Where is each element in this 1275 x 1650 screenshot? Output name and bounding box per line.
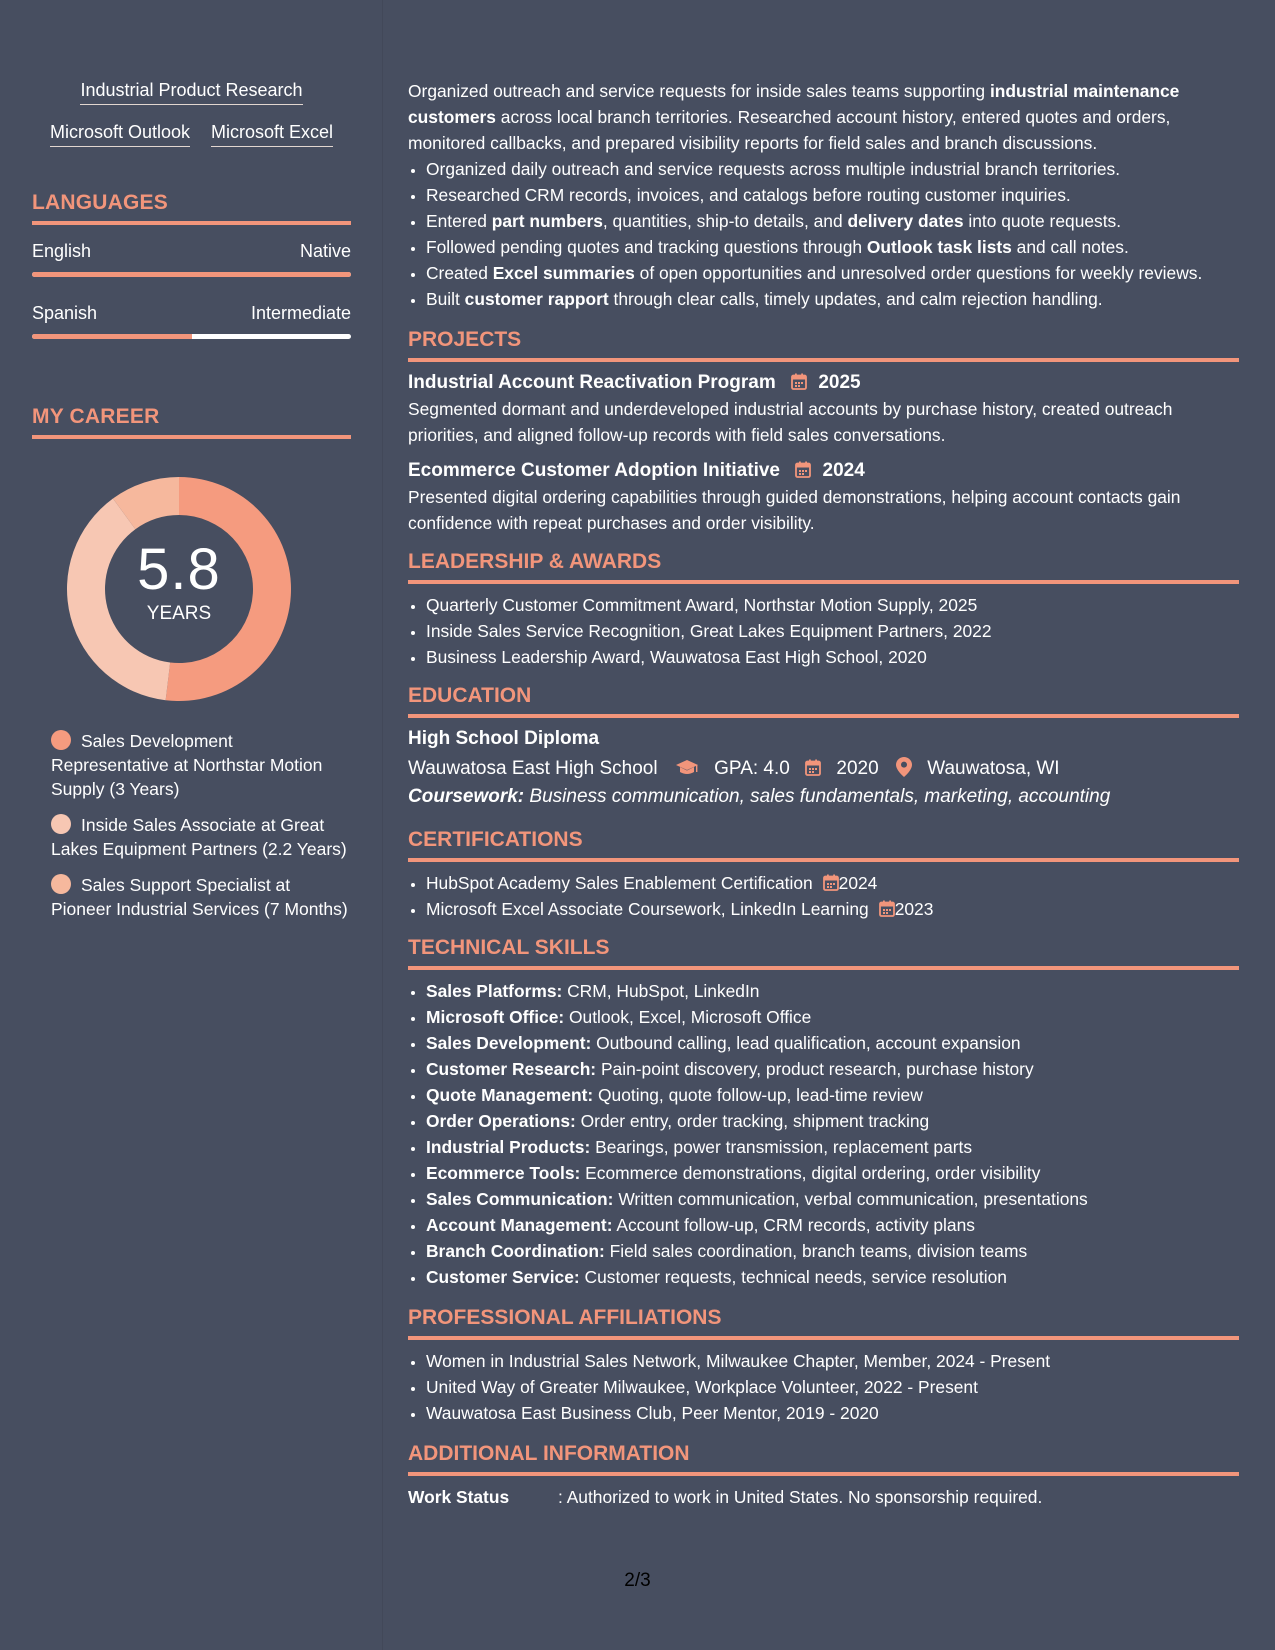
skill-item: [426, 1160, 1239, 1186]
certification-item: [426, 896, 1239, 922]
calendar-icon: [879, 900, 895, 917]
summary-text: Organized outreach and service requests for inside sales teams supporting: [408, 81, 990, 101]
languages-heading: LANGUAGES: [32, 191, 351, 225]
bullet-bold: customer rapport: [464, 289, 609, 309]
education-heading: EDUCATION: [408, 684, 1239, 718]
skill-values: Outlook, Excel, Microsoft Office: [569, 1007, 812, 1027]
language-name: English: [32, 241, 92, 261]
awards-list: [408, 592, 1239, 670]
experience-bullet: [426, 260, 1239, 286]
skill-values: Quoting, quote follow-up, lead-time review: [598, 1085, 923, 1105]
bullet-bold: delivery dates: [847, 211, 964, 231]
project-title: [408, 458, 1239, 484]
project-name: Ecommerce Customer Adoption Initiative: [408, 460, 780, 481]
award-item: • Quarterly Customer Commitment Award, Northstar Motion Supply, 2025: [426, 592, 1239, 618]
tag-industrial-product-research: Industrial Product Research: [80, 80, 302, 105]
skill-item: [426, 1212, 1239, 1238]
language-bar-fill: [32, 272, 351, 277]
bullet-bold: Excel summaries: [492, 263, 635, 283]
experience-bullet: • Researched CRM records, invoices, and catalogs before routing customer inquiries.: [426, 182, 1239, 208]
skill-values: Ecommerce demonstrations, digital ordering, order visibility: [585, 1163, 1041, 1183]
career-heading: MY CAREER: [32, 405, 351, 439]
graduation-year: 2020: [836, 758, 879, 779]
skill-values: Order entry, order tracking, shipment tracking: [580, 1111, 930, 1131]
page-number: 2/3: [624, 1570, 651, 1591]
skill-item: [426, 1186, 1239, 1212]
skill-category: Quote Management:: [426, 1085, 594, 1105]
career-legend-item: [51, 729, 351, 801]
skill-category: Customer Research:: [426, 1059, 597, 1079]
skill-item: [426, 1004, 1239, 1030]
language-name: Spanish: [32, 303, 98, 323]
summary-bold: industrial maintenance customers: [408, 81, 1180, 127]
certifications-list: [408, 870, 1239, 922]
map-pin-icon: [896, 757, 912, 777]
certification-year: 2024: [838, 873, 878, 893]
language-bar-fill: [32, 334, 192, 339]
skill-item: [426, 978, 1239, 1004]
skill-values: Pain-point discovery, product research, purchase history: [600, 1059, 1034, 1079]
experience-bullets: [408, 156, 1239, 312]
legend-dot: [51, 814, 71, 834]
gpa: GPA: 4.0: [714, 758, 790, 779]
legend-dot: [51, 730, 71, 750]
coursework: [408, 784, 1239, 810]
skill-category: Industrial Products:: [426, 1137, 591, 1157]
bullet-text: Followed pending quotes and tracking questions through: [426, 237, 867, 257]
graduation-cap-icon: [675, 759, 699, 777]
project-title: [408, 370, 1239, 396]
skill-values: Account follow-up, CRM records, activity plans: [616, 1215, 975, 1235]
affiliation-item: • Women in Industrial Sales Network, Milwaukee Chapter, Member, 2024 - Present: [426, 1348, 1239, 1374]
project-name: Industrial Account Reactivation Program: [408, 372, 776, 393]
experience-bullet: [426, 208, 1239, 234]
bullet-text: Built: [426, 289, 465, 309]
school-name: Wauwatosa East High School: [408, 758, 658, 779]
award-item: • Business Leadership Award, Wauwatosa East High School, 2020: [426, 644, 1239, 670]
skill-item: [426, 1030, 1239, 1056]
career-label: Inside Sales Associate at Great Lakes Equipment Partners (2.2 Years): [51, 815, 347, 859]
skill-values: Written communication, verbal communication, presentations: [618, 1189, 1088, 1209]
bullet-text: and call notes.: [1011, 237, 1129, 257]
bullet-text: Created: [426, 263, 493, 283]
work-status: [408, 1484, 1239, 1510]
bullet-text: through clear calls, timely updates, and calm rejection handling.: [608, 289, 1103, 309]
skill-values: Bearings, power transmission, replacement parts: [595, 1137, 973, 1157]
sidebar: [32, 80, 351, 933]
calendar-icon: [795, 461, 811, 478]
skill-category: Account Management:: [426, 1215, 613, 1235]
language-spanish: [32, 303, 351, 339]
skill-item: [426, 1082, 1239, 1108]
experience-bullet: [426, 286, 1239, 312]
career-donut-chart: [32, 469, 351, 709]
career-unit: YEARS: [146, 603, 212, 624]
skills-heading: TECHNICAL SKILLS: [408, 936, 1239, 970]
skill-category: Sales Platforms:: [426, 981, 563, 1001]
work-status-value: : Authorized to work in United States. No sponsorship required.: [558, 1487, 1043, 1507]
work-status-label: Work Status: [408, 1487, 510, 1507]
skill-item: [426, 1108, 1239, 1134]
certification-name: Microsoft Excel Associate Coursework, LinkedIn Learning: [426, 899, 869, 919]
career-total: 5.8: [137, 537, 221, 602]
skill-category: Order Operations:: [426, 1111, 576, 1131]
language-bar: [32, 272, 351, 277]
main-content: [408, 78, 1239, 1510]
affiliations-heading: PROFESSIONAL AFFILIATIONS: [408, 1306, 1239, 1340]
bullet-text: Entered: [426, 211, 492, 231]
calendar-icon: [823, 874, 839, 891]
calendar-icon: [791, 373, 807, 390]
bullet-bold: part numbers: [491, 211, 603, 231]
skill-values: Field sales coordination, branch teams, division teams: [609, 1241, 1028, 1261]
project-year: 2024: [822, 460, 865, 481]
skill-category: Microsoft Office:: [426, 1007, 565, 1027]
skill-item: [426, 1238, 1239, 1264]
school-location: Wauwatosa, WI: [927, 758, 1060, 779]
career-legend-item: [51, 813, 351, 861]
bullet-bold: Outlook task lists: [866, 237, 1012, 257]
bullet-text: of open opportunities and unresolved order questions for weekly reviews.: [634, 263, 1203, 283]
bullet-text: , quantities, ship-to details, and: [602, 211, 848, 231]
bullet-text: into quote requests.: [963, 211, 1122, 231]
skill-values: Outbound calling, lead qualification, account expansion: [596, 1033, 1021, 1053]
award-item: • Inside Sales Service Recognition, Great Lakes Equipment Partners, 2022: [426, 618, 1239, 644]
affiliations-list: [408, 1348, 1239, 1426]
certification-year: 2023: [894, 899, 934, 919]
career-label: Sales Development Representative at Northstar Motion Supply (3 Years): [51, 731, 323, 799]
career-label: Sales Support Specialist at Pioneer Industrial Services (7 Months): [51, 875, 348, 919]
additional-info-heading: ADDITIONAL INFORMATION: [408, 1442, 1239, 1476]
project-description: Presented digital ordering capabilities through guided demonstrations, helping account contacts gain confidence with repeat purchases and order visibility.: [408, 487, 1181, 533]
experience-bullet: [426, 234, 1239, 260]
skill-category: Sales Communication:: [426, 1189, 614, 1209]
career-legend: [32, 729, 351, 921]
language-bar: [32, 334, 351, 339]
skill-category: Branch Coordination:: [426, 1241, 605, 1261]
certification-item: [426, 870, 1239, 896]
skill-tags: [32, 80, 351, 147]
certification-name: HubSpot Academy Sales Enablement Certification: [426, 873, 813, 893]
coursework-list: Business communication, sales fundamentals, marketing, accounting: [529, 786, 1111, 807]
skill-category: Ecommerce Tools:: [426, 1163, 581, 1183]
tag-microsoft-excel: Microsoft Excel: [211, 122, 333, 147]
skill-values: CRM, HubSpot, LinkedIn: [567, 981, 760, 1001]
project-description: Segmented dormant and underdeveloped industrial accounts by purchase history, created outreach priorities, and aligned follow-up records with field sales conversations.: [408, 399, 1173, 445]
project-year: 2025: [818, 372, 861, 393]
certifications-heading: CERTIFICATIONS: [408, 828, 1239, 862]
language-level: Intermediate: [250, 303, 351, 323]
skill-item: [426, 1134, 1239, 1160]
tag-microsoft-outlook: Microsoft Outlook: [50, 122, 190, 147]
projects-heading: PROJECTS: [408, 328, 1239, 362]
degree: High School Diploma: [408, 728, 600, 749]
education-details: [408, 756, 1239, 782]
skill-category: Sales Development:: [426, 1033, 592, 1053]
experience-summary: [408, 78, 1239, 156]
coursework-label: Coursework:: [408, 786, 525, 807]
language-english: [32, 241, 351, 277]
column-divider: [382, 0, 383, 1650]
calendar-icon: [805, 759, 821, 776]
experience-bullet: • Organized daily outreach and service requests across multiple industrial branch territories.: [426, 156, 1239, 182]
summary-text: across local branch territories. Researched account history, entered quotes and orders, monitored callbacks, and prepared visibility reports for field sales and branch discussions.: [408, 107, 1171, 153]
skill-item: [426, 1264, 1239, 1290]
career-legend-item: [51, 873, 351, 921]
skill-values: Customer requests, technical needs, service resolution: [584, 1267, 1007, 1287]
affiliation-item: • United Way of Greater Milwaukee, Workplace Volunteer, 2022 - Present: [426, 1374, 1239, 1400]
affiliation-item: • Wauwatosa East Business Club, Peer Mentor, 2019 - 2020: [426, 1400, 1239, 1426]
language-level: Native: [299, 241, 351, 261]
skill-category: Customer Service:: [426, 1267, 580, 1287]
awards-heading: LEADERSHIP & AWARDS: [408, 550, 1239, 584]
skills-list: [408, 978, 1239, 1290]
skill-item: [426, 1056, 1239, 1082]
legend-dot: [51, 874, 71, 894]
